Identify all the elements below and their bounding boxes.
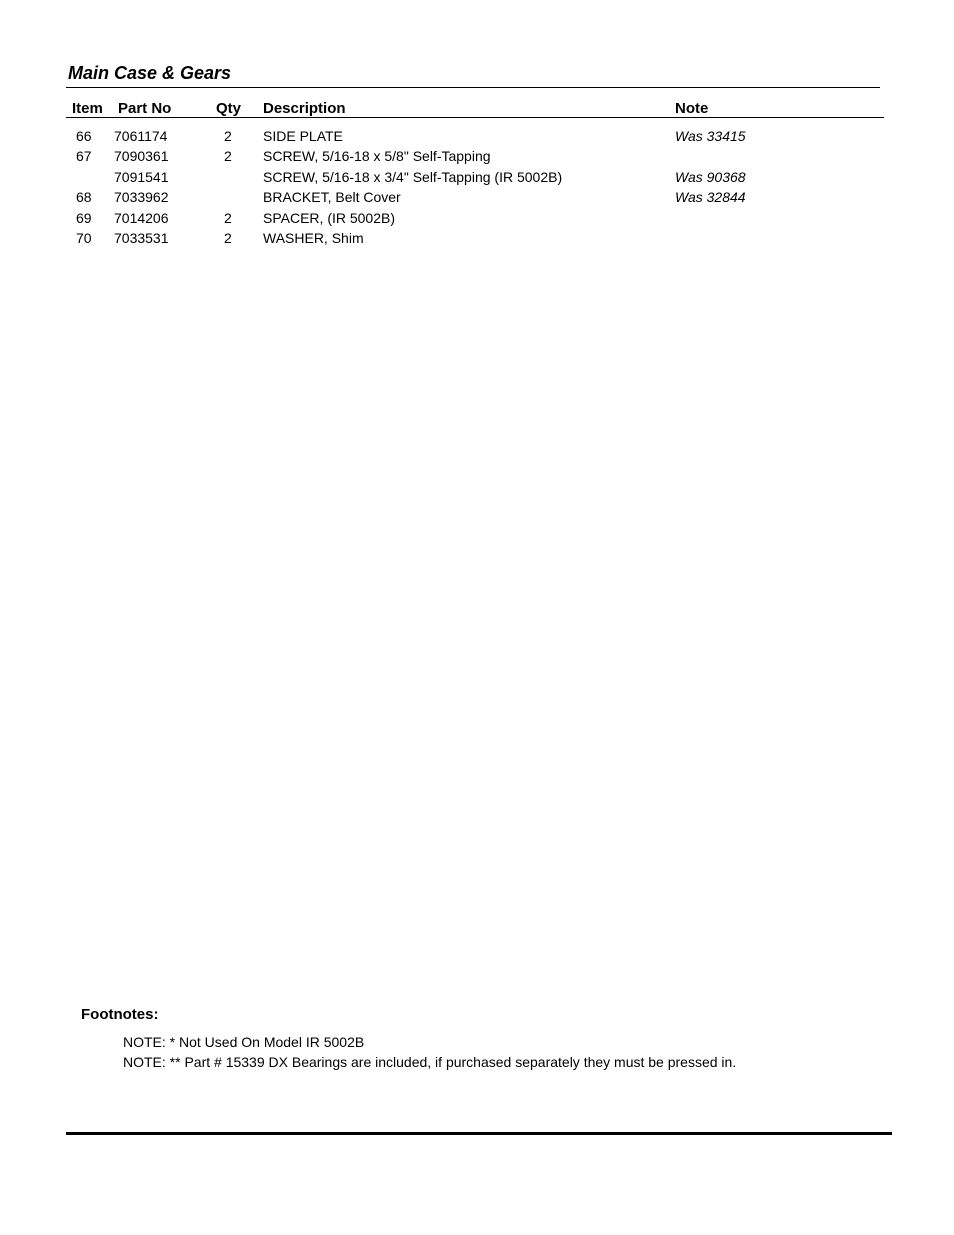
part-number: 7061174	[114, 128, 168, 144]
item-number: 68	[76, 189, 92, 206]
description: SPACER, (IR 5002B)	[263, 209, 396, 226]
table-row	[0, 188, 954, 208]
description: SCREW, 5/16-18 x 5/8" Self-Tapping	[263, 148, 491, 165]
item-number: 70	[76, 229, 92, 246]
note: Was 33415	[675, 128, 746, 144]
item-number: 67	[76, 148, 92, 165]
part-number: 7090361	[114, 148, 169, 165]
title-divider	[66, 87, 880, 88]
item-number: 69	[76, 209, 92, 226]
footnote: NOTE: ** Part # 15339 DX Bearings are included, if purchased separately they must be pressed in.	[123, 1054, 737, 1070]
item-number: 66	[76, 128, 92, 144]
column-header-item: Item	[72, 100, 103, 117]
quantity: 2	[224, 128, 232, 144]
column-header-qty: Qty	[216, 100, 242, 117]
column-header-note: Note	[675, 100, 709, 117]
footnotes-heading: Footnotes:	[81, 1006, 159, 1023]
part-number: 7014206	[114, 209, 169, 226]
note: Was 32844	[675, 189, 746, 206]
footnote: NOTE: * Not Used On Model IR 5002B	[123, 1034, 365, 1050]
description: WASHER, Shim	[263, 229, 364, 246]
table-row	[0, 147, 954, 167]
footer-divider	[66, 1132, 892, 1135]
quantity: 2	[224, 229, 232, 246]
table-row	[0, 209, 954, 229]
column-header-description: Description	[263, 100, 346, 117]
table-row	[0, 127, 954, 147]
part-number: 7033531	[114, 229, 169, 246]
table-row	[0, 229, 954, 249]
page-title: Main Case & Gears	[68, 63, 232, 83]
part-number: 7033962	[114, 189, 169, 206]
description: SIDE PLATE	[263, 128, 343, 144]
note: Was 90368	[675, 168, 746, 185]
part-number: 7091541	[114, 168, 169, 185]
quantity: 2	[224, 148, 232, 165]
parts-table	[0, 127, 954, 249]
header-divider	[66, 117, 884, 118]
description: SCREW, 5/16-18 x 3/4" Self-Tapping (IR 5002B)	[263, 168, 563, 185]
quantity: 2	[224, 209, 232, 226]
table-row	[0, 168, 954, 188]
description: BRACKET, Belt Cover	[263, 189, 401, 206]
column-header-part-no: Part No	[118, 100, 172, 117]
